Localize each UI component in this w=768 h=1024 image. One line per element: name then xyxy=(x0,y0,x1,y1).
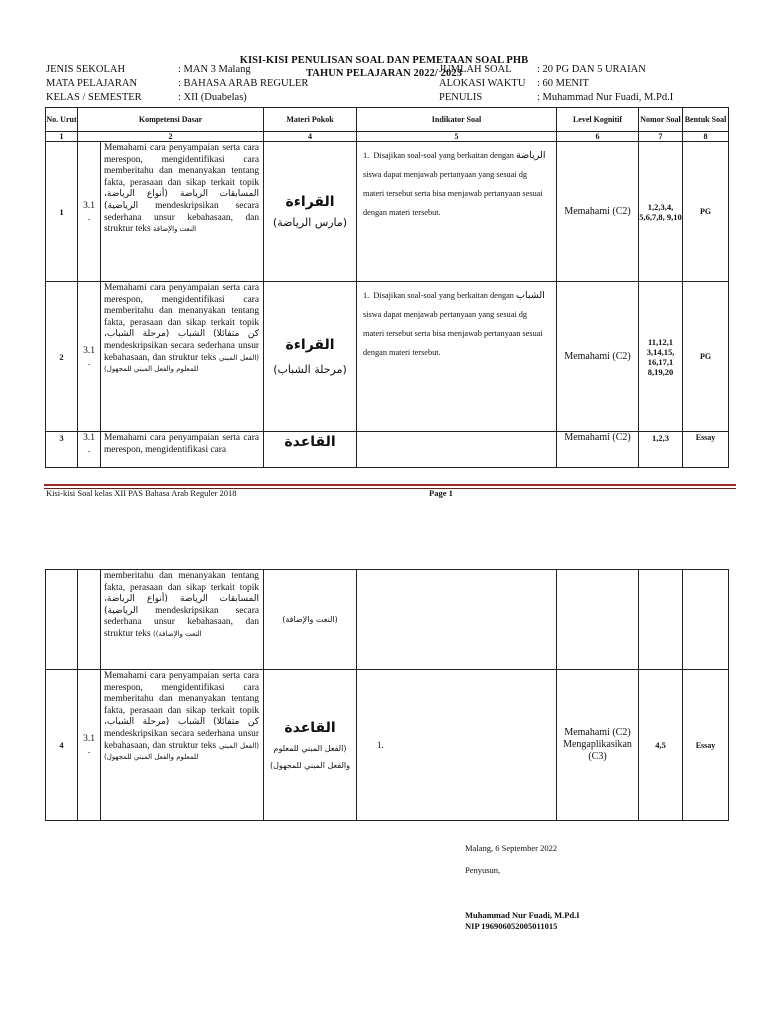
kd-code xyxy=(78,282,101,432)
page-number: Page 1 xyxy=(429,488,453,498)
kd-cell xyxy=(101,432,264,468)
meta-label: KELAS / SEMESTER xyxy=(46,92,142,103)
kd-code-dot: . xyxy=(87,357,91,368)
kd-cell xyxy=(101,670,264,821)
document-title: KISI-KISI PENULISAN SOAL DAN PEMETAAN SOAL PHB xyxy=(239,55,529,66)
bentuk-cell: Essay xyxy=(683,670,729,821)
kd-code-value: 3.1 xyxy=(83,200,95,211)
header-indikator: Indikator Soal xyxy=(357,108,557,132)
table-row xyxy=(46,142,729,282)
kd-text: Memahami cara penyampaian serta cara merespon, mengidentifikasi cara memberitahu dan menanyakan tentang fakta, perasaan dan sikap terkait topik xyxy=(104,283,260,328)
indikator-cell xyxy=(357,670,557,821)
indikator-text: siswa dapat menjawab pertanyaan yang sesuai dg materi tersebut serta bisa menjawab pertanyaan sesuai dengan materi tersebut. xyxy=(363,310,543,357)
indikator-cell xyxy=(357,282,557,432)
table-row xyxy=(46,570,729,670)
meta-value: : Muhammad Nur Fuadi, M.Pd.I xyxy=(537,92,674,103)
indikator-arabic: الرياضة xyxy=(516,150,546,161)
kd-text: memberitahu dan menanyakan tentang fakta, perasaan dan sikap terkait topik xyxy=(104,571,259,593)
meta-value: : 60 MENIT xyxy=(537,78,589,89)
indikator-text: siswa dapat menjawab pertanyaan yang sesuai dg materi tersebut serta bisa menjawab pertanyaan sesuai dengan materi tersebut. xyxy=(363,170,543,217)
column-number: 6 xyxy=(557,132,639,142)
kd-arabic: النعت والإضافة xyxy=(152,225,197,234)
column-number: 7 xyxy=(639,132,683,142)
kd-text: Memahami cara penyampaian serta cara merespon, mengidentifikasi cara xyxy=(104,433,260,455)
level-cell: Memahami (C2) xyxy=(557,282,639,432)
level-cell: Memahami (C2) xyxy=(557,432,639,468)
indikator-cell xyxy=(357,142,557,282)
kd-arabic: (الفعل المبني للمعلوم والفعل المبني للمجهول) xyxy=(104,741,260,762)
meta-value: : 20 PG DAN 5 URAIAN xyxy=(537,64,646,75)
indikator-arabic: الشباب xyxy=(516,290,545,301)
row-number: 4 xyxy=(46,670,78,821)
materi-arabic-sub: (مرحلة الشباب) xyxy=(273,363,347,376)
column-number: 4 xyxy=(264,132,357,142)
kd-code-value: 3.1 xyxy=(83,433,95,443)
nomor-cell: 1,2,3 xyxy=(639,432,683,468)
materi-cell xyxy=(264,142,357,282)
nomor-cell: 11,12,1 3,14,15, 16,17,1 8,19,20 xyxy=(639,282,683,432)
meta-label: MATA PELAJARAN xyxy=(46,78,138,89)
materi-cell xyxy=(264,432,357,468)
signature-nip: NIP 196906052005011015 xyxy=(465,921,558,931)
column-number: 5 xyxy=(357,132,557,142)
meta-label: ALOKASI WAKTU xyxy=(439,78,526,89)
kd-code-value: 3.1 xyxy=(83,345,95,356)
kisi-kisi-table xyxy=(45,107,729,468)
footer-divider xyxy=(44,484,736,486)
bentuk-cell: PG xyxy=(683,142,729,282)
document-subtitle: TAHUN PELAJARAN 2022/ 2023 xyxy=(305,68,463,79)
kd-cell xyxy=(101,142,264,282)
row-number: 2 xyxy=(46,282,78,432)
materi-arabic: القراءة xyxy=(285,194,335,210)
kd-code xyxy=(78,670,101,821)
kd-text: mendeskripsikan secara sederhana unsur kebahasaan, dan struktur teks xyxy=(104,728,259,751)
kd-cell xyxy=(101,282,264,432)
materi-arabic-sub: والفعل المبني للمجهول) xyxy=(270,761,350,770)
indikator-cell xyxy=(357,432,557,468)
meta-label: JENIS SEKOLAH xyxy=(46,64,126,75)
kd-arabic: الرياضة (أنواع الرياضة، xyxy=(104,594,208,605)
table-row xyxy=(46,670,729,821)
indikator-text: Disajikan soal-soal yang berkaitan dengan xyxy=(373,151,514,160)
header-nomor: Nomor Soal xyxy=(639,108,683,132)
kd-code-dot: . xyxy=(87,746,91,756)
kd-arabic: النعت والإضافة)) xyxy=(152,629,202,638)
meta-right xyxy=(439,63,673,105)
level-cell: Memahami (C2) Mengaplikasikan (C3) xyxy=(557,670,639,821)
signature-role: Penyusun, xyxy=(465,865,501,875)
bentuk-cell: Essay xyxy=(683,432,729,468)
table-row xyxy=(46,432,729,468)
kd-arabic: الشباب (مرحلة الشباب، xyxy=(104,329,206,340)
signature-place-date: Malang, 6 September 2022 xyxy=(465,843,558,853)
meta-value: : MAN 3 Malang xyxy=(178,64,251,75)
header-no: No. Urut xyxy=(46,108,78,132)
meta-label: JUMLAH SOAL xyxy=(439,64,512,75)
kd-code xyxy=(78,432,101,468)
column-number: 8 xyxy=(683,132,729,142)
kd-arabic: المسابقات الرياضية) xyxy=(104,594,259,616)
nomor-cell: 4,5 xyxy=(639,670,683,821)
indikator-number: 1. xyxy=(363,151,370,160)
kd-arabic: المسابقات الرياضية) xyxy=(104,189,260,211)
materi-arabic-sub: (مارس الرياضة) xyxy=(272,216,348,229)
kd-arabic: الرياضة (أنواع الرياضة، xyxy=(104,189,208,200)
kd-text: mendeskripsikan secara sederhana unsur kebahasaan, dan struktur teks xyxy=(104,605,259,639)
kd-text: mendeskripsikan secara sederhana unsur kebahasaan, dan struktur teks xyxy=(104,340,260,363)
meta-value: : BAHASA ARAB REGULER xyxy=(178,78,309,89)
indikator-text: Disajikan soal-soal yang berkaitan dengan xyxy=(373,291,514,300)
kd-text: Memahami cara penyampaian serta cara merespon, mengidentifikasi cara memberitahu dan menanyakan tentang fakta, perasaan dan sikap terkait topik xyxy=(104,671,259,716)
meta-label: PENULIS xyxy=(439,92,483,103)
kd-arabic: الشباب (مرحلة الشباب، xyxy=(104,717,206,728)
indikator-number: 1. xyxy=(363,291,370,300)
kd-code-dot: . xyxy=(87,445,91,455)
kd-arabic: كن متفائلا) xyxy=(213,717,260,728)
materi-cell xyxy=(264,670,357,821)
materi-cell xyxy=(264,570,357,670)
meta-value: : XII (Duabelas) xyxy=(178,92,247,103)
kd-text: mendeskripsikan secara sederhana unsur kebahasaan, dan struktur teks xyxy=(104,200,260,235)
meta-left xyxy=(46,63,308,105)
kisi-kisi-table-continued xyxy=(45,569,729,821)
kd-text: Memahami cara penyampaian serta cara merespon, mengidentifikasi cara memberitahu dan menanyakan tentang fakta, perasaan dan sikap terkait topik xyxy=(104,143,260,188)
column-number: 1 xyxy=(46,132,78,142)
header-level: Level Kognitif xyxy=(557,108,639,132)
materi-cell xyxy=(264,282,357,432)
bentuk-cell: PG xyxy=(683,282,729,432)
header-kd: Kompetensi Dasar xyxy=(78,108,264,132)
kd-arabic: كن متفائلا) xyxy=(213,329,260,340)
signature-name: Muhammad Nur Fuadi, M.Pd.I xyxy=(465,910,580,920)
materi-arabic-sub: (الفعل المبني للمعلوم xyxy=(273,744,347,753)
row-number: 1 xyxy=(46,142,78,282)
kd-code-value: 3.1 xyxy=(83,734,95,744)
nomor-cell: 1,2,3,4, 5,6,7,8, 9,10 xyxy=(639,142,683,282)
footer-text: Kisi-kisi Soal kelas XII PAS Bahasa Arab Reguler 2018 xyxy=(46,488,237,498)
materi-arabic: القراءة xyxy=(285,337,335,353)
header-bentuk: Bentuk Soal xyxy=(683,108,729,132)
header-materi: Materi Pokok xyxy=(264,108,357,132)
materi-arabic: القاعدة xyxy=(284,434,336,450)
column-number: 2 xyxy=(78,132,264,142)
table-row xyxy=(46,282,729,432)
materi-arabic-sub: (النعت والإضافة) xyxy=(282,615,338,624)
kd-code xyxy=(78,142,101,282)
kd-cell xyxy=(101,570,264,670)
kd-code-dot: . xyxy=(87,212,91,223)
kd-arabic: (الفعل المبني للمعلوم والفعل المبني للمجهول) xyxy=(104,353,260,374)
level-cell: Memahami (C2) xyxy=(557,142,639,282)
row-number: 3 xyxy=(46,432,78,468)
materi-arabic: القاعدة xyxy=(284,720,336,736)
indikator-number: 1. xyxy=(377,740,384,750)
